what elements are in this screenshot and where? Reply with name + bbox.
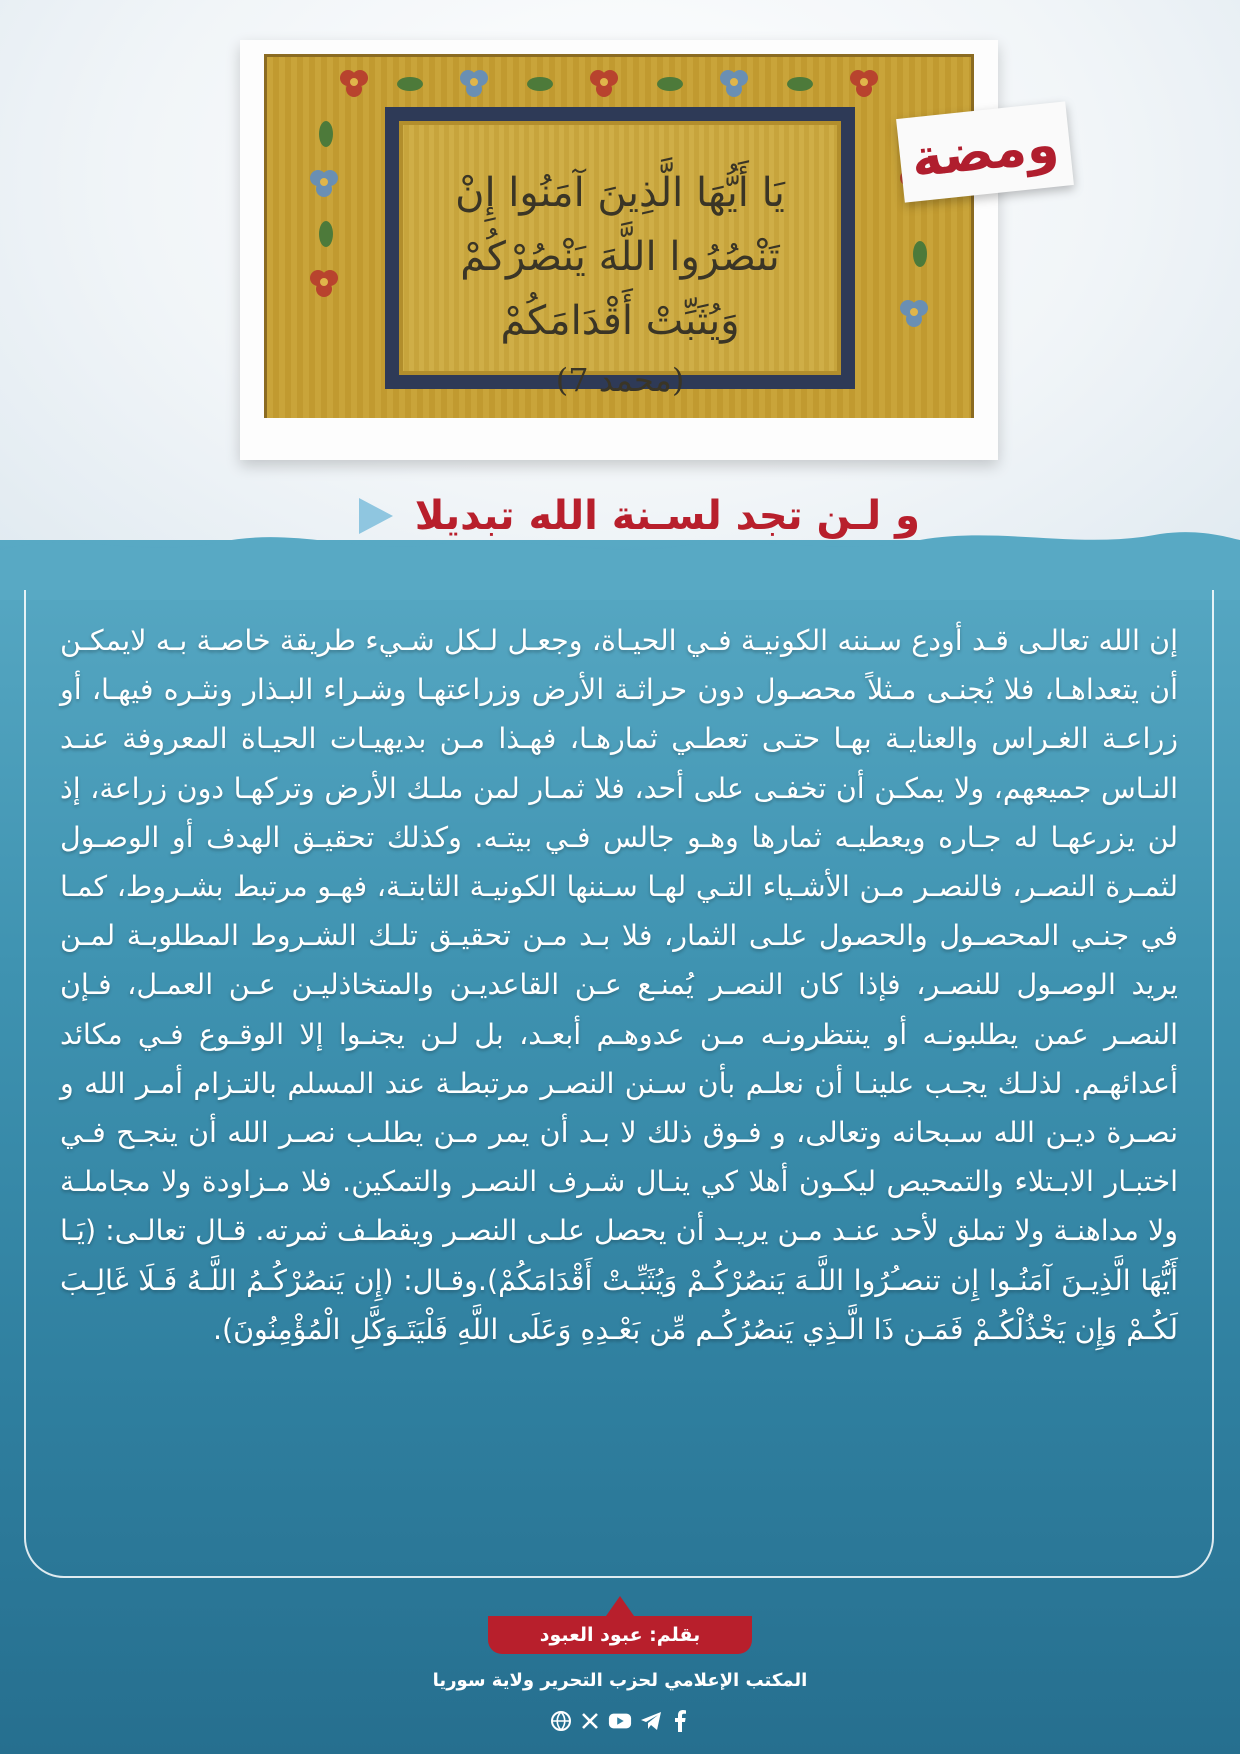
heading-title: و لـن تجد لسـنة الله تبديلا (414, 493, 920, 539)
web-icon[interactable] (550, 1709, 572, 1733)
verse-text (399, 161, 841, 353)
x-icon[interactable] (580, 1709, 600, 1733)
verse-panel (385, 107, 855, 399)
leaf-ornament-icon (397, 77, 423, 91)
verse-picture-frame (240, 40, 998, 460)
wamda-badge (896, 101, 1074, 202)
facebook-icon[interactable] (670, 1709, 690, 1733)
verse-line: يَا أَيُّهَا الَّذِينَ آمَنُوا إِنْ (455, 170, 785, 216)
verse-reference: (محمد 7) (555, 361, 685, 399)
flower-ornament-icon (307, 267, 341, 301)
flower-ornament-icon (717, 67, 751, 101)
media-office: المكتب الإعلامي لحزب التحرير ولاية سوريا (432, 1670, 808, 1691)
author-tab-peak (606, 1596, 634, 1616)
flower-ornament-icon (587, 67, 621, 101)
leaf-ornament-icon (319, 121, 333, 147)
flower-ornament-icon (307, 167, 341, 201)
telegram-icon[interactable] (640, 1709, 662, 1733)
verse-line: تَنْصُرُوا اللَّهَ يَنْصُرْكُمْ (460, 234, 780, 280)
leaf-ornament-icon (787, 77, 813, 91)
article-paragraph: إن الله تعالـى قـد أودع سـننه الكونيـة فـي الحيـاة، وجعـل لـكل شـيء طريقة خاصـة بـه لايمكـن أن يتعداهـا، فلا يُجنـى مـثلاً محصـول دون حراثـة الأرض وزراعتهـا وشـراء البـذار ونثـره فيهـا، أو زراعـة الغـراس والعنايـة بهـا حتـى تعطـي ثمارهـا، فهـذا مـن بديهيـات الحيـاة المعروفة عنـد النـاس جميعهم، ولا يمكـن أن تخفـى على أحد، فلا ثمـار لمن ملـك الأرض وتركهـا دون زراعة، إذ لن يزرعهـا له جـاره ويعطيـه ثمارها وهـو جالس فـي بيتـه. وكذلك تحقيـق الهدف أو الوصـول لثمـرة النصـر، فالنصـر مـن الأشـياء التـي لهـا سـننها الكونيـة الثابتـة، فهـو مرتبط بشـروط، كمـا في جنـي المحصـول والحصول علـى الثمار، فلا بـد مـن تحقيـق تلـك الشـروط المطلوبـة لمـن يريد الوصـول للنصـر، فإذا كان النصـر يُمنـع عـن القاعديـن والمتخاذليـن عـن العمـل، فـإن النصـر عمن يطلبونـه أو ينتظرونـه مـن عدوهـم أبعـد، بل لـن يجنـوا إلا الوقـوع فـي مكائد أعدائهـم. لذلـك يجـب علينـا أن نعلـم بأن سـنن النصـر مرتبطـة عند المسلم بالتـزام أمـر الله و نصـرة ديـن الله سـبحانه وتعالى، و فـوق ذلك لا بـد أن يمر مـن يطلـب نصـر الله أن ينجـح فـي اختبـار الابـتلاء والتمحيص ليكـون أهلا كي ينـال شـرف النصـر والتمكين. فلا مـزاودة ولا مجاملـة ولا مداهنـة ولا تملق لأحد عنـد مـن يريـد أن يحصل علـى النصـر ويقطـف ثمرته. قـال تعالـى: (يَـا أَيُّهَا الَّذِيـنَ آمَنُـوا إِن تنصـُرُوا اللَّـهَ يَنصُرْكُـمْ وَيُثَبِّـتْ أَقْدَامَكُمْ).وقـال: (إِن يَنصُرْكُـمُ اللَّـهُ فَـلَا غَالِـبَ لَكُـمْ وَإِن يَخْذُلْكُـمْ فَمَـن ذَا الَّـذِي يَنصُرُكُـم مِّن بَعْـدِهِ وَعَلَى اللَّهِ فَلْيَتَـوَكَّلِ الْمُؤْمِنُونَ). (60, 624, 1178, 1346)
youtube-icon[interactable] (608, 1709, 632, 1733)
flower-ornament-icon (337, 67, 371, 101)
badge-label: ومضة (908, 114, 1062, 190)
social-icons (550, 1706, 690, 1736)
article-heading (360, 486, 920, 546)
triangle-pointer-icon (359, 498, 393, 534)
author-tab: بقلم: عبود العبود (488, 1616, 752, 1654)
torn-edge (240, 418, 998, 462)
leaf-ornament-icon (527, 77, 553, 91)
verse-line: وَيُثَبِّتْ أَقْدَامَكُمْ (500, 298, 740, 344)
article-body (60, 616, 1178, 1354)
flower-ornament-icon (897, 297, 931, 331)
flower-ornament-icon (457, 67, 491, 101)
leaf-ornament-icon (319, 221, 333, 247)
ornamental-border (264, 54, 974, 426)
leaf-ornament-icon (657, 77, 683, 91)
leaf-ornament-icon (913, 241, 927, 267)
flower-ornament-icon (847, 67, 881, 101)
